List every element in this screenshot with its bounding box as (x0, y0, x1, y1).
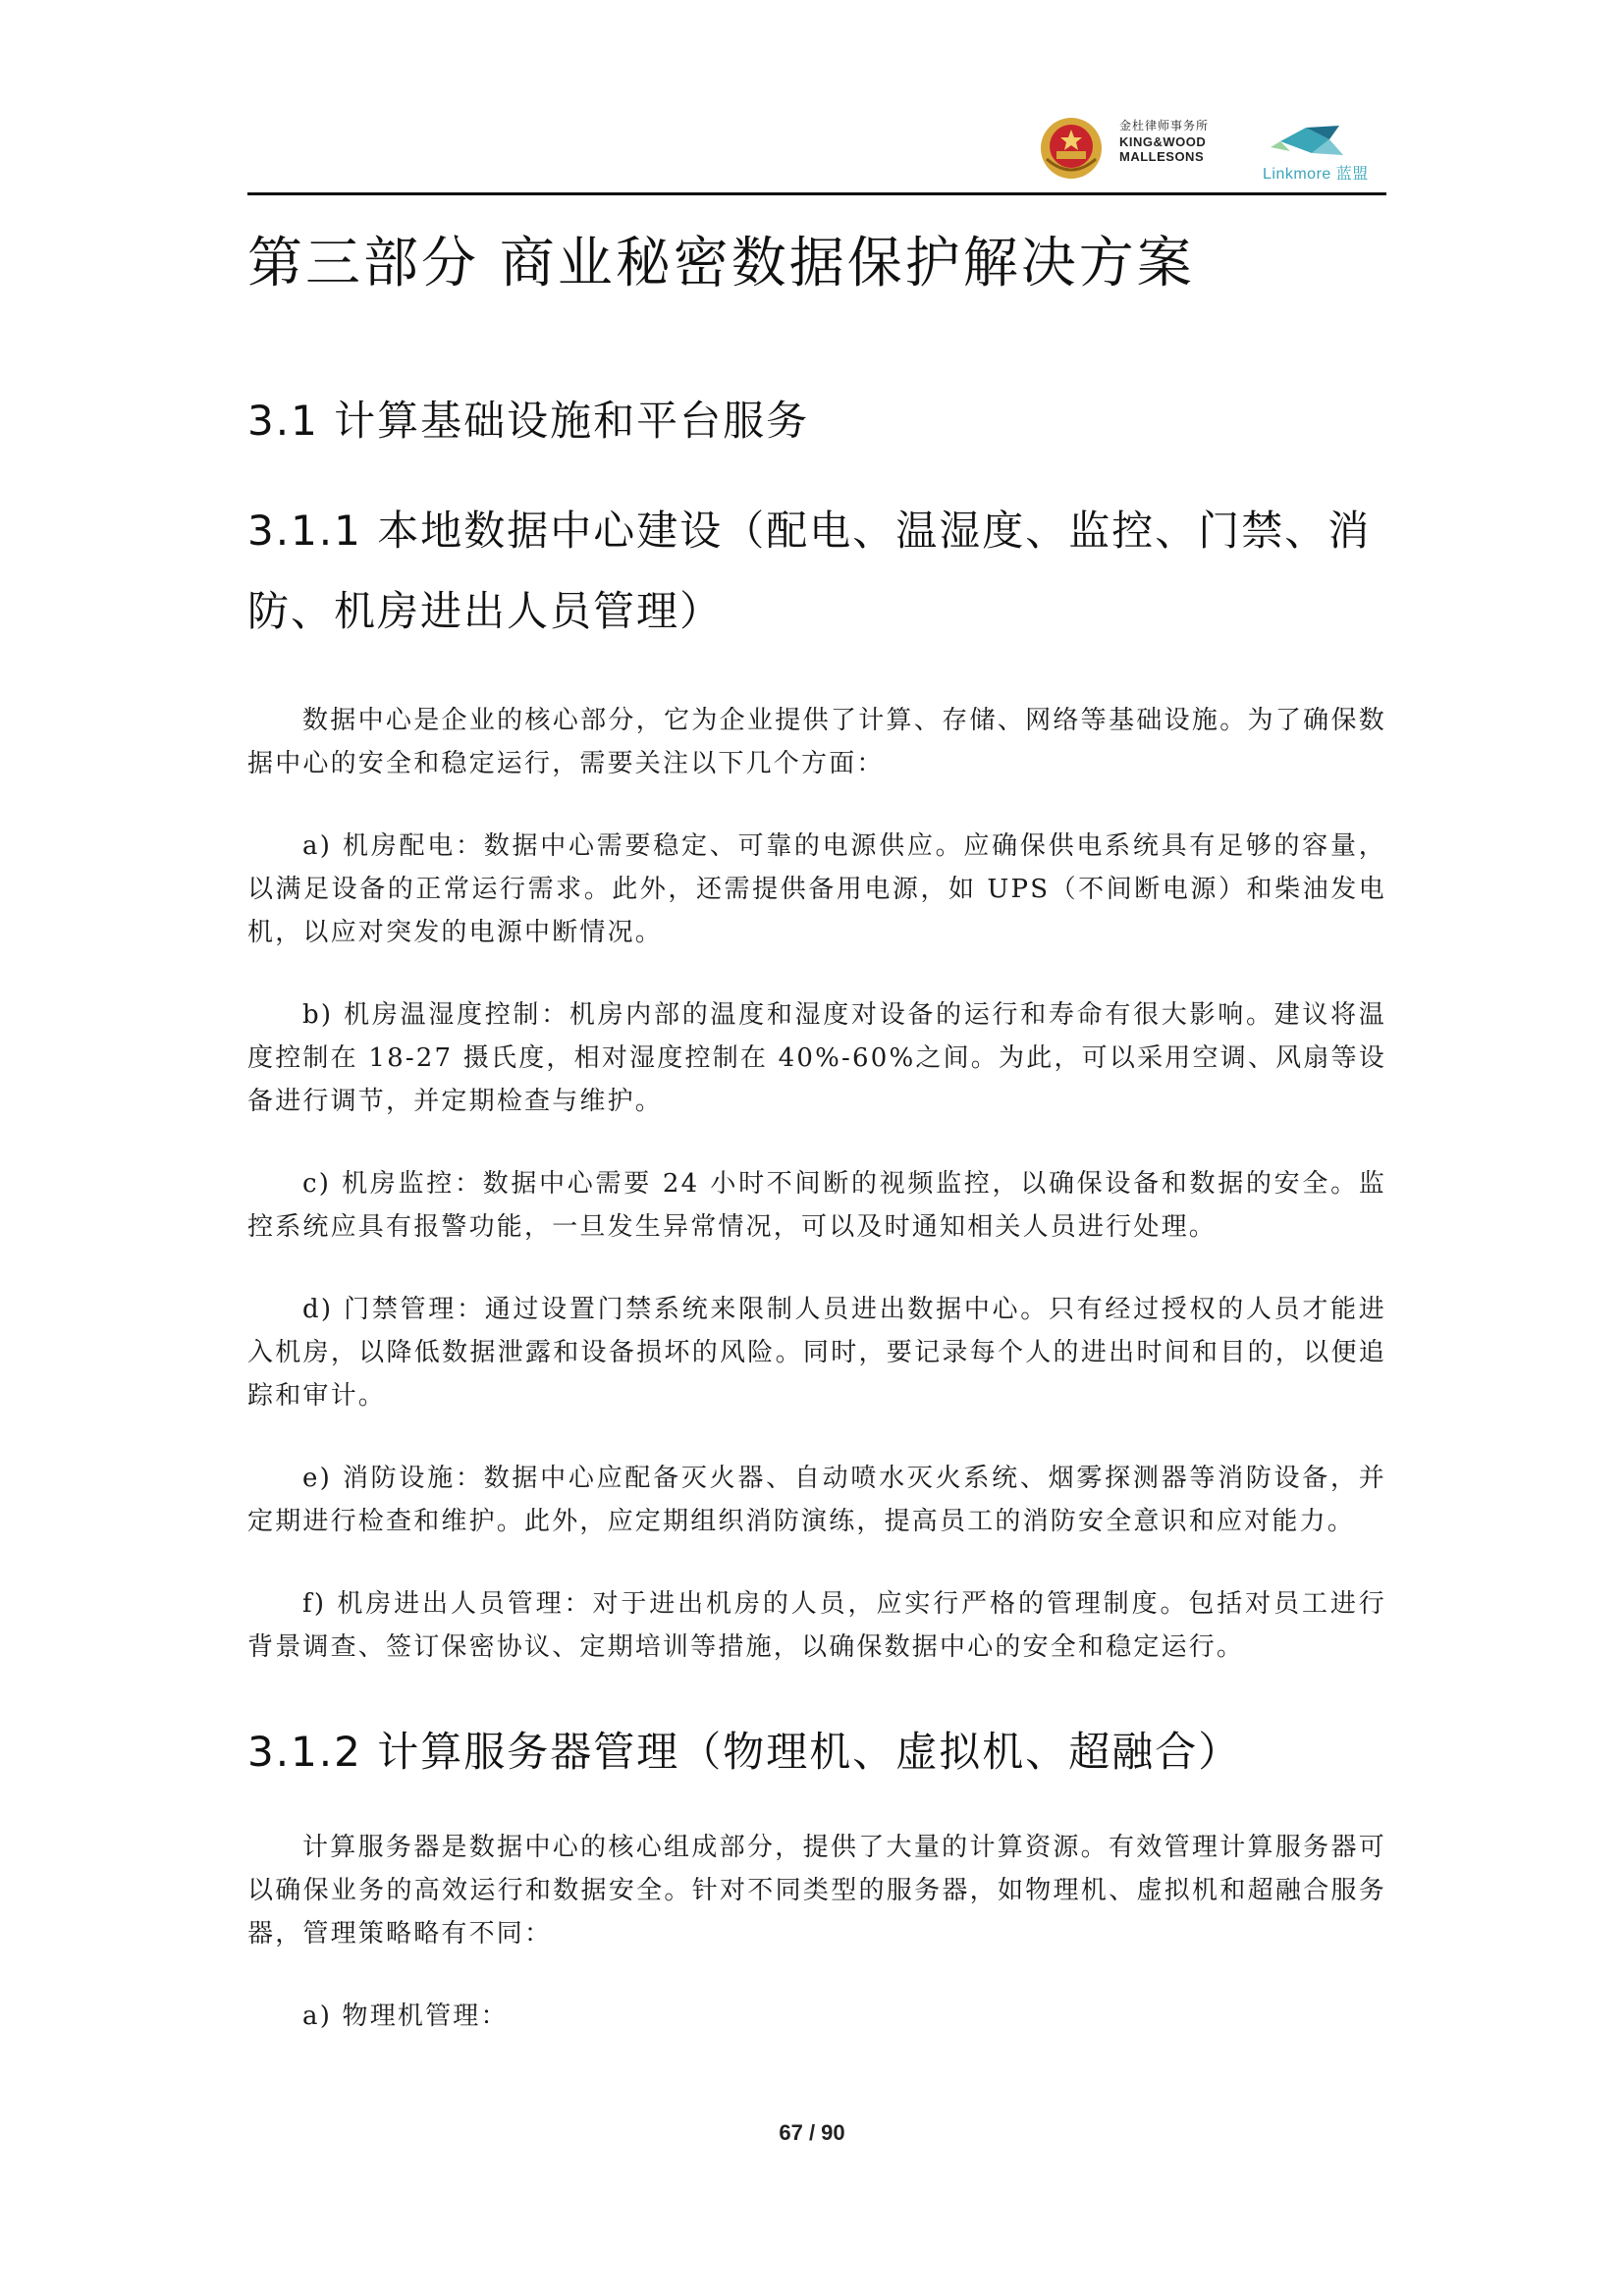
national-emblem-icon (1039, 116, 1104, 181)
paragraph-physical-machine: a) 物理机管理： (302, 2002, 509, 2031)
paragraph-item-a: a) 机房配电：数据中心需要稳定、可靠的电源供应。应确保供电系统具有足够的容量，以满足设备的正常运行需求。此外，还需提供备用电源，如 UPS（不间断电源）和柴油发电机，以应对突发的电源中断情况。 (247, 831, 1386, 947)
section-heading-3-1: 3.1 计算基础设施和平台服务 (247, 397, 810, 445)
page-number: 67 / 90 (779, 2120, 845, 2145)
linkmore-logo-text: Linkmore 蓝盟 (1263, 166, 1369, 183)
kwm-logo-english-line1: KING&WOOD (1119, 134, 1207, 149)
header-divider (247, 192, 1386, 195)
page-header (247, 110, 1386, 190)
paragraph-intro: 数据中心是企业的核心部分，它为企业提供了计算、存储、网络等基础设施。为了确保数据中心的安全和稳定运行，需要关注以下几个方面： (247, 706, 1386, 778)
paragraph-item-e: e) 消防设施：数据中心应配备灭火器、自动喷水灭火系统、烟雾探测器等消防设备，并定期进行检查和维护。此外，应定期组织消防演练，提高员工的消防安全意识和应对能力。 (247, 1464, 1386, 1536)
kwm-logo (1119, 120, 1227, 165)
paragraph-item-b: b) 机房温湿度控制：机房内部的温度和湿度对设备的运行和寿命有很大影响。建议将温度控制在 18-27 摄氏度，相对湿度控制在 40%-60%之间。为此，可以采用空调、风扇等设备进行调节，并定期检查与维护。 (247, 1000, 1386, 1116)
paragraph-item-c: c) 机房监控：数据中心需要 24 小时不间断的视频监控，以确保设备和数据的安全。监控系统应具有报警功能，一旦发生异常情况，可以及时通知相关人员进行处理。 (247, 1169, 1386, 1242)
paragraph-item-d: d) 门禁管理：通过设置门禁系统来限制人员进出数据中心。只有经过授权的人员才能进入机房，以降低数据泄露和设备损坏的风险。同时，要记录每个人的进出时间和目的，以便追踪和审计。 (247, 1295, 1386, 1411)
part-title: 第三部分 商业秘密数据保护解决方案 (247, 232, 1195, 295)
paragraph-servers-intro: 计算服务器是数据中心的核心组成部分，提供了大量的计算资源。有效管理计算服务器可以确保业务的高效运行和数据安全。针对不同类型的服务器，如物理机、虚拟机和超融合服务器，管理策略略有不同： (247, 1833, 1386, 1949)
section-heading-3-1-1: 3.1.1 本地数据中心建设（配电、温湿度、监控、门禁、消防、机房进出人员管理） (247, 507, 1372, 635)
kwm-logo-chinese: 金杜律师事务所 (1119, 119, 1210, 133)
kwm-logo-english-line2: MALLESONS (1119, 149, 1205, 164)
paragraph-item-f: f) 机房进出人员管理：对于进出机房的人员，应实行严格的管理制度。包括对员工进行背景调查、签订保密协议、定期培训等措施，以确保数据中心的安全和稳定运行。 (247, 1589, 1386, 1662)
section-heading-3-1-2: 3.1.2 计算服务器管理（物理机、虚拟机、超融合） (247, 1728, 1242, 1776)
